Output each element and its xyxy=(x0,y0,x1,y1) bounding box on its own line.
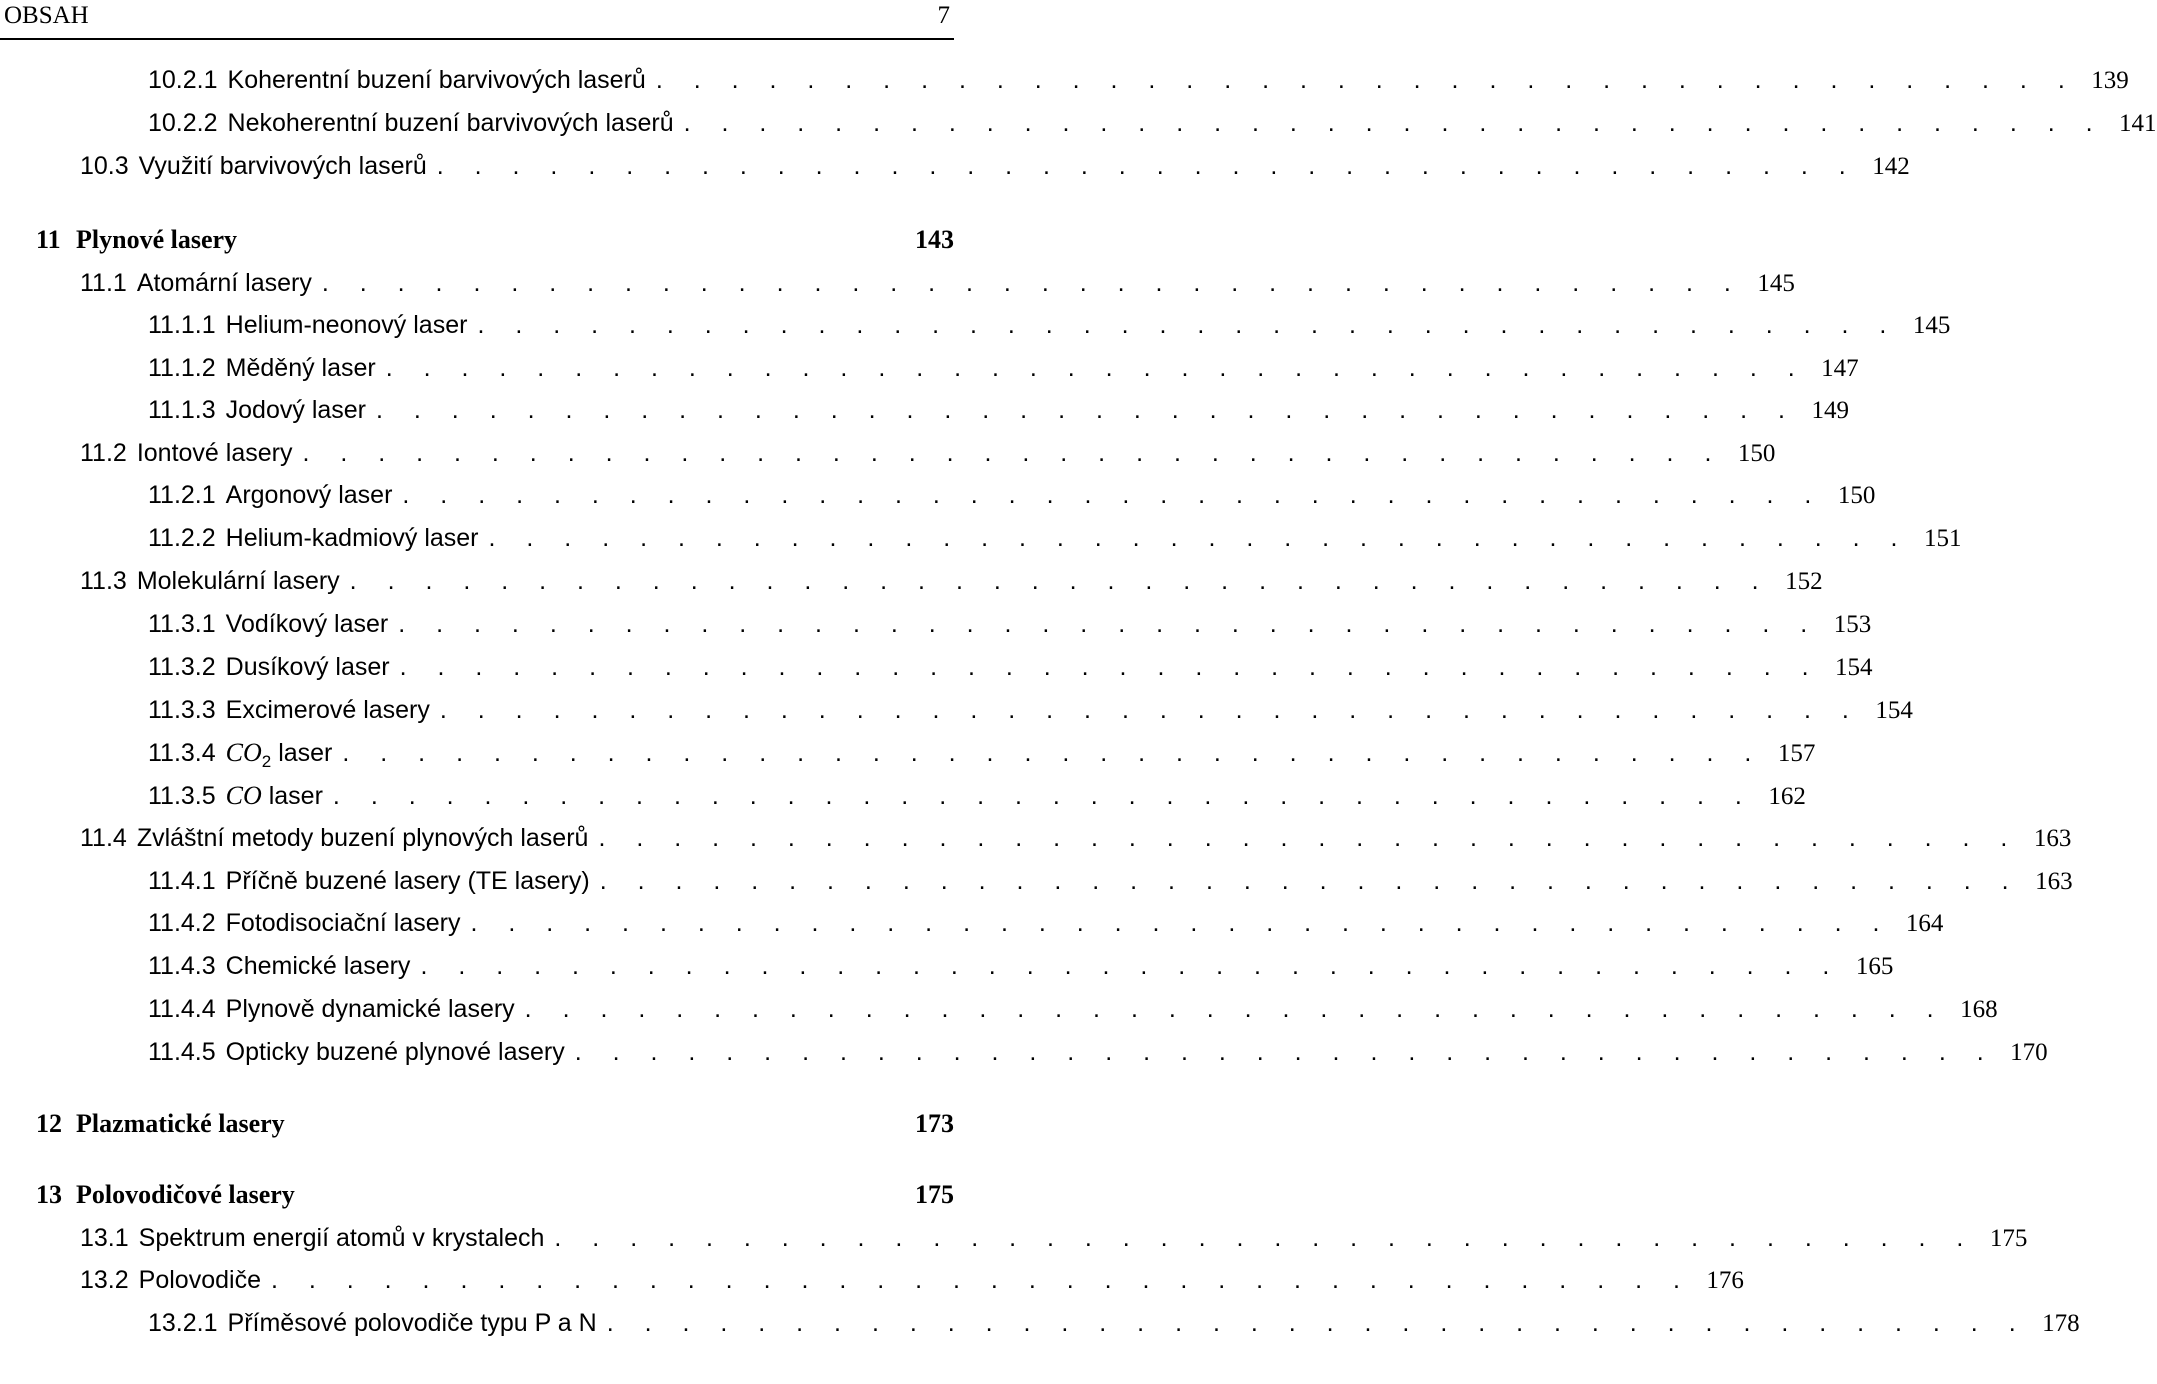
dot-leader: . . . . . . . . . . . . . . . . . . . . . . . . . . . . . . . . . . . . . . xyxy=(683,109,2105,137)
toc-entry-11-1-2[interactable]: 11.1.2 Měděný laser . . . . . . . . . . . . . . . . . . . . . . . . . . . . . . . . . . . . . . 147 xyxy=(148,354,1859,382)
page-number: 7 xyxy=(937,2,950,29)
dot-leader: . . . . . . . . . . . . . . . . . . . . . . . . . . . . . . . . . . . . . . xyxy=(477,311,1899,339)
dot-leader: . . . . . . . . . . . . . . . . . . . . . . . . . . . . . . . . . . . . . . xyxy=(342,739,1764,767)
toc-entry-11-4-2[interactable]: 11.4.2 Fotodisociační lasery . . . . . . . . . . . . . . . . . . . . . . . . . . . . . . . . . . . . . . 164 xyxy=(148,909,1944,937)
dot-leader: . . . . . . . . . . . . . . . . . . . . . . . . . . . . . . . . . . . . . . xyxy=(436,152,1858,180)
toc-entry-11-2-1[interactable]: 11.2.1 Argonový laser . . . . . . . . . . . . . . . . . . . . . . . . . . . . . . . . . . . . . . 150 xyxy=(148,481,1876,509)
dot-leader: . . . . . . . . . . . . . . . . . . . . . . . . . . . . . . . . . . . . . . xyxy=(332,782,1754,810)
toc-entry-11-3-5[interactable]: 11.3.5 CO laser . . . . . . . . . . . . . . . . . . . . . . . . . . . . . . . . . . . . . . 162 xyxy=(148,781,1806,810)
toc-entry-13-2[interactable]: 13.2 Polovodiče . . . . . . . . . . . . . . . . . . . . . . . . . . . . . . . . . . . . . . 176 xyxy=(80,1266,1744,1294)
toc-entry-11-1-3[interactable]: 11.1.3 Jodový laser . . . . . . . . . . . . . . . . . . . . . . . . . . . . . . . . . . . . . . 149 xyxy=(148,396,1849,424)
dot-leader: . . . . . . . . . . . . . . . . . . . . . . . . . . . . . . . . . . . . . . xyxy=(606,1309,2028,1337)
dot-leader: . . . . . . . . . . . . . . . . . . . . . . . . . . . . . . . . . . . . . . xyxy=(376,396,1797,424)
formula-subscript: 2 xyxy=(261,752,272,771)
running-head: OBSAH xyxy=(4,2,89,29)
toc-chapter-12[interactable]: 12 Plazmatické lasery 173 xyxy=(36,1109,954,1138)
toc-entry-11-4[interactable]: 11.4 Zvláštní metody buzení plynových laserů . . . . . . . . . . . . . . . . . . . . . . . . . . . . . . . . . . . . . . 163 xyxy=(80,824,2072,852)
toc-entry-11-1[interactable]: 11.1 Atomární lasery . . . . . . . . . . . . . . . . . . . . . . . . . . . . . . . . . . . . . . 145 xyxy=(80,269,1795,297)
toc-entry-11-4-3[interactable]: 11.4.3 Chemické lasery . . . . . . . . . . . . . . . . . . . . . . . . . . . . . . . . . . . . . . 165 xyxy=(148,952,1894,980)
toc-chapter-13[interactable]: 13 Polovodičové lasery 175 xyxy=(36,1180,954,1209)
dot-leader: . . . . . . . . . . . . . . . . . . . . . . . . . . . . . . . . . . . . . . xyxy=(270,1266,1692,1294)
toc-entry-11-1-1[interactable]: 11.1.1 Helium-neonový laser . . . . . . . . . . . . . . . . . . . . . . . . . . . . . . . . . . . . . . 145 xyxy=(148,311,1951,339)
toc-entry-11-2[interactable]: 11.2 Iontové lasery . . . . . . . . . . . . . . . . . . . . . . . . . . . . . . . . . . . . . . 150 xyxy=(80,439,1776,467)
toc-entry-10-2-2[interactable]: 10.2.2 Nekoherentní buzení barvivových laserů . . . . . . . . . . . . . . . . . . . . . . . . . . . . . . . . . . . . . . 141 xyxy=(148,109,2157,137)
toc-entry-11-3-1[interactable]: 11.3.1 Vodíkový laser . . . . . . . . . . . . . . . . . . . . . . . . . . . . . . . . . . . . . . 153 xyxy=(148,610,1872,638)
dot-leader: . . . . . . . . . . . . . . . . . . . . . . . . . . . . . . . . . . . . . . xyxy=(470,909,1892,937)
toc-entry-10-3[interactable]: 10.3 Využití barvivových laserů . . . . . . . . . . . . . . . . . . . . . . . . . . . . . . . . . . . . . . 142 xyxy=(80,152,1910,180)
dot-leader: . . . . . . . . . . . . . . . . . . . . . . . . . . . . . . . . . . . . . . xyxy=(574,1038,1996,1066)
dot-leader: . . . . . . . . . . . . . . . . . . . . . . . . . . . . . . . . . . . . . . xyxy=(488,524,1910,552)
toc-entry-11-4-4[interactable]: 11.4.4 Plynově dynamické lasery . . . . . . . . . . . . . . . . . . . . . . . . . . . . . . . . . . . . . . 168 xyxy=(148,995,1998,1023)
toc-chapter-11[interactable]: 11 Plynové lasery 143 xyxy=(36,225,954,254)
formula: CO xyxy=(225,738,262,767)
toc-entry-11-4-5[interactable]: 11.4.5 Opticky buzené plynové lasery . . . . . . . . . . . . . . . . . . . . . . . . . . . . . . . . . . . . . . 170 xyxy=(148,1038,2048,1066)
toc-entry-10-2-1[interactable]: 10.2.1 Koherentní buzení barvivových laserů . . . . . . . . . . . . . . . . . . . . . . . . . . . . . . . . . . . . . . 139 xyxy=(148,66,2129,94)
dot-leader: . . . . . . . . . . . . . . . . . . . . . . . . . . . . . . . . . . . . . . xyxy=(321,269,1743,297)
dot-leader: . . . . . . . . . . . . . . . . . . . . . . . . . . . . . . . . . . . . . . xyxy=(599,867,2021,895)
toc-entry-11-2-2[interactable]: 11.2.2 Helium-kadmiový laser . . . . . . . . . . . . . . . . . . . . . . . . . . . . . . . . . . . . . . 151 xyxy=(148,524,1962,552)
dot-leader: . . . . . . . . . . . . . . . . . . . . . . . . . . . . . . . . . . . . . . xyxy=(398,610,1820,638)
toc-entry-11-3[interactable]: 11.3 Molekulární lasery . . . . . . . . . . . . . . . . . . . . . . . . . . . . . . . . . . . . . . 152 xyxy=(80,567,1823,595)
toc-entry-11-4-1[interactable]: 11.4.1 Příčně buzené lasery (TE lasery) . . . . . . . . . . . . . . . . . . . . . . . . . . . . . . . . . . . . . . 163 xyxy=(148,867,2073,895)
dot-leader: . . . . . . . . . . . . . . . . . . . . . . . . . . . . . . . . . . . . . . xyxy=(655,66,2077,94)
dot-leader: . . . . . . . . . . . . . . . . . . . . . . . . . . . . . . . . . . . . . . xyxy=(524,995,1946,1023)
dot-leader: . . . . . . . . . . . . . . . . . . . . . . . . . . . . . . . . . . . . . . xyxy=(302,439,1724,467)
toc-entry-11-3-3[interactable]: 11.3.3 Excimerové lasery . . . . . . . . . . . . . . . . . . . . . . . . . . . . . . . . . . . . . . 154 xyxy=(148,696,1913,724)
toc-entry-13-1[interactable]: 13.1 Spektrum energií atomů v krystalech . . . . . . . . . . . . . . . . . . . . . . . . . . . . . . . . . . . . . . 175 xyxy=(80,1224,2028,1252)
toc-entry-11-3-2[interactable]: 11.3.2 Dusíkový laser . . . . . . . . . . . . . . . . . . . . . . . . . . . . . . . . . . . . . . 154 xyxy=(148,653,1873,681)
formula: CO xyxy=(225,781,262,810)
dot-leader: . . . . . . . . . . . . . . . . . . . . . . . . . . . . . . . . . . . . . . xyxy=(554,1224,1976,1252)
dot-leader: . . . . . . . . . . . . . . . . . . . . . . . . . . . . . . . . . . . . . . xyxy=(420,952,1842,980)
toc-entry-13-2-1[interactable]: 13.2.1 Příměsové polovodiče typu P a N . . . . . . . . . . . . . . . . . . . . . . . . . . . . . . . . . . . . . . 178 xyxy=(148,1309,2080,1337)
dot-leader: . . . . . . . . . . . . . . . . . . . . . . . . . . . . . . . . . . . . . . xyxy=(402,481,1824,509)
dot-leader: . . . . . . . . . . . . . . . . . . . . . . . . . . . . . . . . . . . . . . xyxy=(399,653,1821,681)
dot-leader: . . . . . . . . . . . . . . . . . . . . . . . . . . . . . . . . . . . . . . xyxy=(349,567,1771,595)
dot-leader: . . . . . . . . . . . . . . . . . . . . . . . . . . . . . . . . . . . . . . xyxy=(439,696,1861,724)
dot-leader: . . . . . . . . . . . . . . . . . . . . . . . . . . . . . . . . . . . . . . xyxy=(385,354,1807,382)
toc-entry-11-3-4[interactable]: 11.3.4 $CO_2$ laser . . . . . . . . . . . . . . . . . . . . . . . . . . . . . . . . . . . . . . 157 xyxy=(148,738,1816,771)
dot-leader: . . . . . . . . . . . . . . . . . . . . . . . . . . . . . . . . . . . . . . xyxy=(598,824,2020,852)
page-header xyxy=(0,0,954,40)
